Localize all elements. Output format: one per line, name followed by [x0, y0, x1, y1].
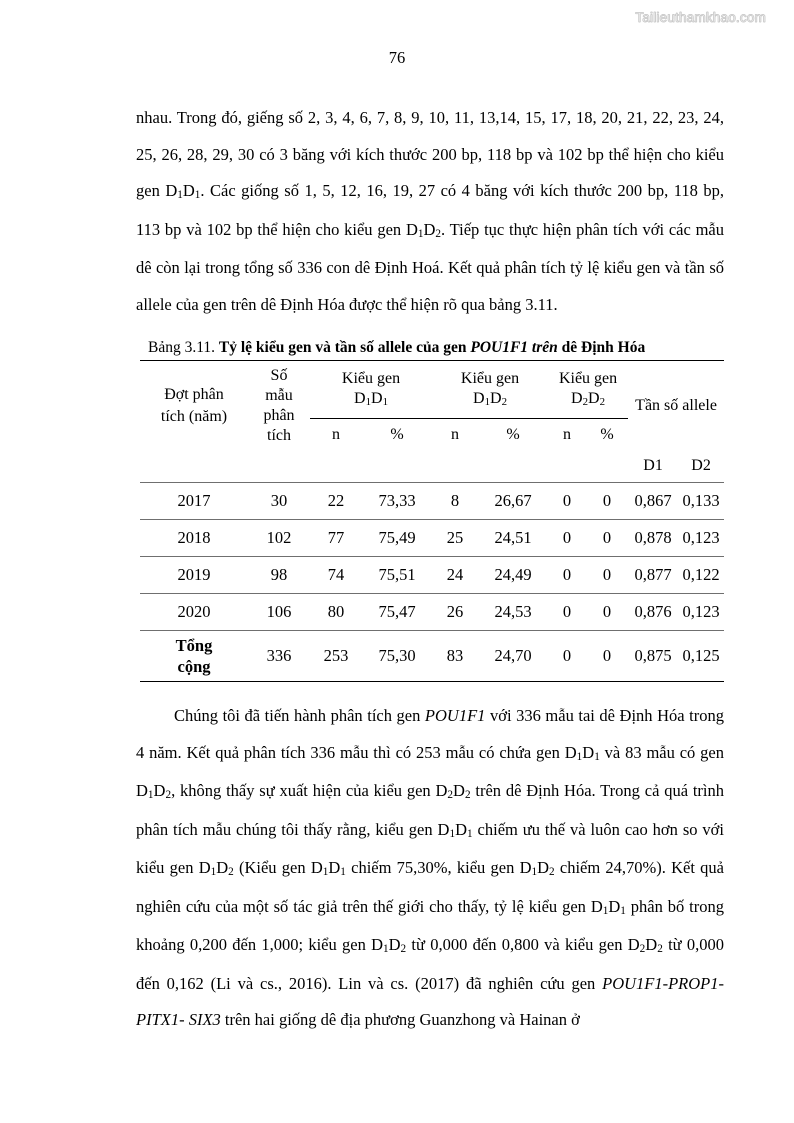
cell-pct-d2d2: 0	[586, 557, 628, 594]
total-label-line1: Tổng	[175, 636, 213, 655]
gene-name: POU1F1	[424, 706, 486, 725]
cell-n-d1d2: 26	[432, 594, 478, 631]
g1sb: 1	[382, 396, 388, 409]
cell-freq-d1: 0,876	[628, 594, 678, 631]
cell-total-label	[140, 631, 248, 682]
table-row	[140, 520, 724, 557]
cell-n-d1d2: 24	[432, 557, 478, 594]
g3sa: 2	[582, 396, 589, 409]
g3a: D	[571, 390, 583, 407]
header-genotype-d1d1-line2	[354, 390, 388, 407]
para-top-seg-4: . Các giống số 1, 5, 12, 16, 19, 27 có 4 băng với kích thước 200 bp, 118 bp, 113 bp và 102 bp thể hiện cho kiểu gen D	[136, 181, 724, 239]
cell-samples: 106	[248, 594, 310, 631]
paragraph-top	[136, 100, 724, 323]
cell-total-pct-d2d2: 0	[586, 631, 628, 682]
para-top-seg-6: D	[423, 219, 436, 239]
cell-period: 2020	[140, 594, 248, 631]
table-header	[140, 361, 724, 483]
g1sa: 1	[365, 396, 371, 409]
table-row-total	[140, 631, 724, 682]
cell-pct-d2d2: 0	[586, 483, 628, 520]
cell-pct-d1d2: 24,49	[478, 557, 548, 594]
spacer-n1	[310, 451, 362, 483]
cell-total-samples: 336	[248, 631, 310, 682]
caption-title-part1: Tỷ lệ kiểu gen và tần số allele của gen	[218, 339, 467, 356]
cell-freq-d2: 0,123	[678, 594, 724, 631]
spacer-samples	[248, 451, 310, 483]
header-unit-pct-d2d2: %	[600, 425, 614, 443]
genotype-frequency-table	[140, 360, 724, 682]
watermark-text: Tailieuthamkhao.com	[635, 10, 766, 25]
cell-total-freq-d2: 0,125	[678, 631, 724, 682]
header-genotype-d2d2	[548, 361, 628, 419]
cell-period: 2019	[140, 557, 248, 594]
spacer-p1	[362, 451, 432, 483]
table-row	[140, 483, 724, 520]
cell-pct-d1d1: 75,51	[362, 557, 432, 594]
table-row	[140, 594, 724, 631]
cell-total-n-d2d2: 0	[548, 631, 586, 682]
cell-freq-d1: 0,878	[628, 520, 678, 557]
cell-n-d2d2: 0	[548, 483, 586, 520]
header-genotype-d2d2-line1: Kiểu gen	[558, 370, 618, 387]
cell-pct-d1d2: 24,51	[478, 520, 548, 557]
header-unit-d2: D2	[678, 451, 724, 483]
header-sample-count	[248, 361, 310, 451]
g2a: D	[473, 390, 485, 407]
cell-n-d2d2: 0	[548, 557, 586, 594]
header-genotype-d1d1-line1: Kiểu gen	[341, 370, 401, 387]
header-row-allele-units	[140, 451, 724, 483]
cell-pct-d1d1: 73,33	[362, 483, 432, 520]
header-samples-line3: phân	[263, 406, 295, 424]
cell-pct-d1d1: 75,49	[362, 520, 432, 557]
g2sa: 1	[484, 396, 491, 409]
header-samples-line1: Số	[270, 366, 288, 384]
cell-freq-d2: 0,122	[678, 557, 724, 594]
cell-total-pct-d1d2: 24,70	[478, 631, 548, 682]
cell-n-d1d1: 77	[310, 520, 362, 557]
table-block	[140, 338, 724, 682]
header-unit-d1: D1	[628, 451, 678, 483]
spacer-p3	[586, 451, 628, 483]
para-top-seg-0: nhau. Trong đó, giếng số 2, 3, 4, 6, 7, 8, 9, 10, 11, 13,14, 15, 17, 18, 20, 21, 22, 23, 24, 25, 26, 28, 29, 30 có 3 băng với kích thước 200 bp, 118 bp và 102 bp thể hiện cho kiểu gen D	[136, 108, 724, 200]
header-period	[140, 361, 248, 451]
cell-n-d2d2: 0	[548, 520, 586, 557]
gene-name: POU1F1-PROP1- PITX1- SIX3	[136, 973, 724, 1029]
header-samples-line4: tích	[267, 426, 291, 444]
g2b: D	[490, 390, 502, 407]
table-row	[140, 557, 724, 594]
cell-pct-d1d2: 26,67	[478, 483, 548, 520]
header-genotype-d1d1	[310, 361, 432, 419]
header-unit-n-d1d1: n	[332, 425, 340, 443]
cell-n-d1d2: 8	[432, 483, 478, 520]
para-top-seg-2: D	[182, 181, 195, 200]
para-top-seg-3: 1	[194, 189, 201, 202]
caption-number: Bảng 3.11.	[148, 339, 216, 356]
cell-freq-d1: 0,877	[628, 557, 678, 594]
header-period-line2-unit: (năm)	[188, 407, 228, 425]
cell-total-n-d1d1: 253	[310, 631, 362, 682]
g3b: D	[588, 390, 600, 407]
header-unit-pct-d1d1: %	[390, 425, 404, 443]
spacer-period	[140, 451, 248, 483]
cell-n-d1d2: 25	[432, 520, 478, 557]
cell-pct-d1d1: 75,47	[362, 594, 432, 631]
header-genotype-d1d2-line1: Kiểu gen	[460, 370, 520, 387]
page-content	[136, 100, 724, 1039]
cell-pct-d2d2: 0	[586, 594, 628, 631]
header-unit-pct-d1d2: %	[506, 425, 520, 443]
header-period-line2: tích	[160, 407, 185, 425]
cell-n-d1d1: 74	[310, 557, 362, 594]
cell-samples: 98	[248, 557, 310, 594]
para-top-seg-7: 2	[435, 227, 442, 240]
caption-gene-name: POU1F1 trên	[470, 339, 558, 356]
cell-total-pct-d1d1: 75,30	[362, 631, 432, 682]
cell-freq-d2: 0,133	[678, 483, 724, 520]
g3sb: 2	[599, 396, 606, 409]
cell-samples: 30	[248, 483, 310, 520]
header-allele-frequency: Tần số allele	[628, 361, 724, 451]
cell-period: 2017	[140, 483, 248, 520]
g1b: D	[371, 390, 383, 407]
spacer-n3	[548, 451, 586, 483]
cell-n-d1d1: 80	[310, 594, 362, 631]
page-number: 76	[388, 48, 406, 67]
table-body	[140, 483, 724, 682]
cell-pct-d2d2: 0	[586, 520, 628, 557]
paragraph-bottom: Chúng tôi đã tiến hành phân tích gen POU1F1 với 336 mẫu tai dê Định Hóa trong 4 năm. Kết quả phân tích 336 mẫu thì có 253 mẫu có chứa gen $D_1D_1$ và 83 mẫu có gen $D_1D_2$, không thấy sự xuất hiện của kiểu gen $D_2D_2$ trên dê Định Hóa. Trong cả quá trình phân tích mẫu chúng tôi thấy rằng, kiểu gen $D_1D_1$ chiếm ưu thế và luôn cao hơn so với kiểu gen $D_1D_2$ (Kiểu gen $D_1D_1$ chiếm 75,30%, kiểu gen $D_1D_2$ chiếm 24,70%). Kết quả nghiên cứu của một số tác giả trên thế giới cho thấy, tỷ lệ kiểu gen $D_1D_1$ phân bố trong khoảng 0,200 đến 1,000; kiểu gen $D_1D_2$ từ 0,000 đến 0,800 và kiểu gen $D_2D_2$ từ 0,000 đến 0,162 (Li và cs., 2016). Lin và cs. (2017) đã nghiên cứu gen POU1F1-PROP1- PITX1- SIX3 trên hai giống dê địa phương Guanzhong và Hainan ở	[136, 706, 725, 1029]
cell-pct-d1d2: 24,53	[478, 594, 548, 631]
table-caption	[140, 338, 724, 360]
cell-freq-d1: 0,867	[628, 483, 678, 520]
cell-n-d1d1: 22	[310, 483, 362, 520]
g2sb: 2	[501, 396, 508, 409]
spacer-p2	[478, 451, 548, 483]
header-genotype-d1d2	[432, 361, 548, 419]
cell-total-freq-d1: 0,875	[628, 631, 678, 682]
header-unit-n-d1d2: n	[451, 425, 460, 443]
header-unit-n-d2d2: n	[563, 425, 572, 443]
total-label-line2: cộng	[177, 657, 211, 676]
spacer-n2	[432, 451, 478, 483]
cell-samples: 102	[248, 520, 310, 557]
cell-total-n-d1d2: 83	[432, 631, 478, 682]
caption-title-part2: dê Định Hóa	[561, 339, 646, 356]
header-genotype-d2d2-line2	[571, 390, 605, 407]
para-top-seg-5: 1	[417, 227, 424, 240]
para-top-seg-1: 1	[177, 189, 183, 202]
para-top-seg-8: . Tiếp tục thực hiện phân tích với các mẫu dê còn lại trong tổng số 336 con dê Định Hoá. Kết quả phân tích tỷ lệ kiểu gen và tần số allele của gen trên dê Định Hóa được thể hiện rõ qua bảng 3.11.	[136, 219, 725, 314]
g1a: D	[354, 390, 366, 407]
cell-freq-d2: 0,123	[678, 520, 724, 557]
header-genotype-d1d2-line2	[473, 390, 507, 407]
header-period-line1: Đợt phân	[164, 385, 224, 403]
header-samples-line2: mẫu	[265, 386, 293, 404]
cell-n-d2d2: 0	[548, 594, 586, 631]
cell-period: 2018	[140, 520, 248, 557]
header-row-groups	[140, 361, 724, 419]
